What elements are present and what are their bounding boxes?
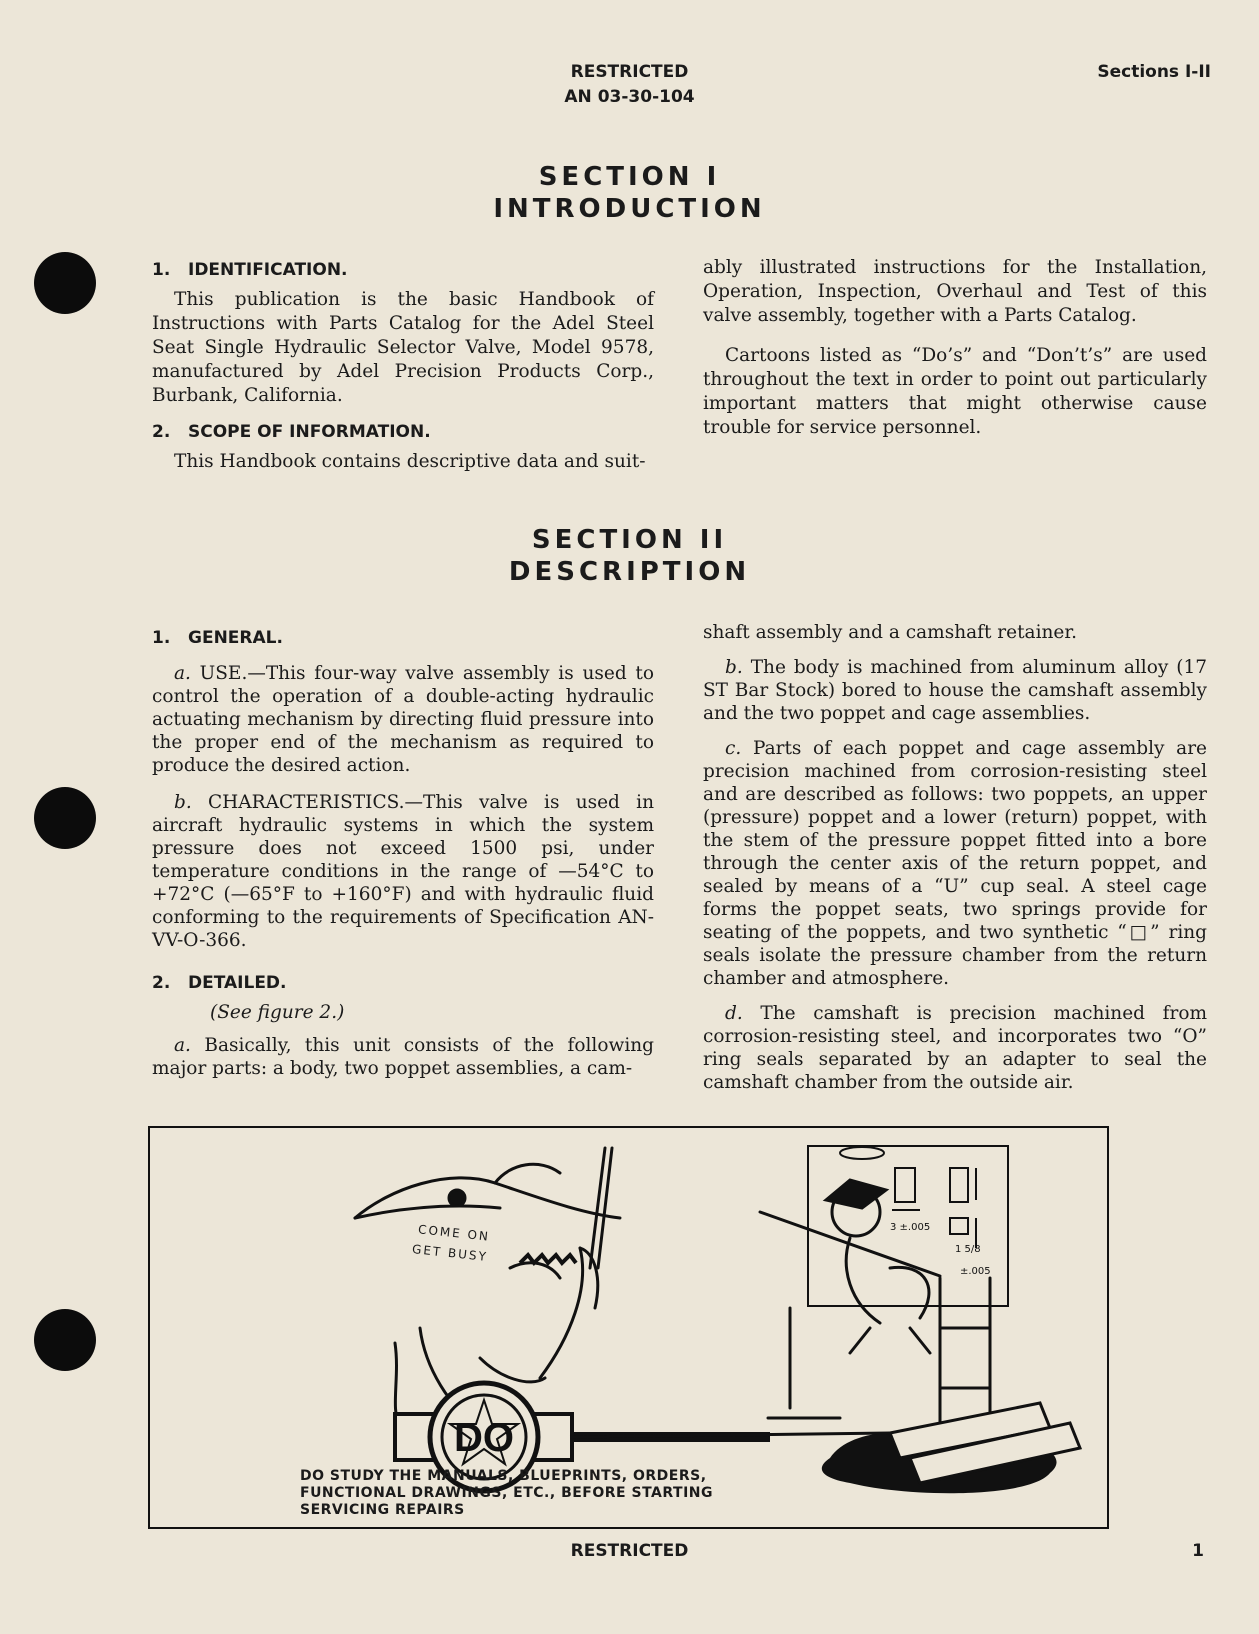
detailed-c-paragraph: c. Parts of each poppet and cage assembly are precision machined from corrosion-resisting steel and are described as follows: two poppets, an upper (pressure) poppet and a lower (return) poppet, with the stem of the pressure poppet fitted into a bore through the center axis of the return poppet, and sealed by means of a “U” cup seal. A steel cage forms the poppet seats, two springs provide for seating of the poppets, and two synthetic “□” ring seals isolate the pressure chamber from the return chamber and atmosphere. bbox=[703, 738, 1207, 989]
do-cartoon-figure bbox=[148, 1126, 1109, 1529]
identification-text: This publication is the basic Handbook of Instructions with Parts Catalog for the Adel Steel Seat Single Hydraulic Selector Valve, Model 9578, manufactured by Adel Precision Products Corp., Burbank, California. bbox=[152, 289, 654, 406]
scope-heading: 2. SCOPE OF INFORMATION. bbox=[152, 422, 431, 442]
section-1-left-column bbox=[152, 258, 654, 474]
header-doc-number: AN 03-30-104 bbox=[564, 87, 695, 107]
dimension-label-1: 3 ±.005 bbox=[890, 1222, 931, 1233]
detailed-a-paragraph: a. Basically, this unit consists of the following major parts: a body, two poppet assemblies, a cam- bbox=[152, 1035, 654, 1079]
cartoons-text: Cartoons listed as “Do’s” and “Don’t’s” are used throughout the text in order to point out particularly important matters that might otherwise cause trouble for service personnel. bbox=[703, 345, 1207, 438]
speech-line-2: GET BUSY bbox=[411, 1242, 489, 1264]
general-heading: 1. GENERAL. bbox=[152, 628, 283, 648]
section-2-left-column bbox=[152, 627, 654, 1080]
characteristics-paragraph: b. CHARACTERISTICS.—This valve is used in aircraft hydraulic systems in which the system pressure does not exceed 1500 psi, under temperature conditions in the range of —54°C to +72°C (—65°F to +160°F) and with hydraulic fluid conforming to the requirements of Specification AN-VV-O-366. bbox=[152, 792, 654, 951]
detailed-d-paragraph: d. The camshaft is precision machined from corrosion-resisting steel, and incorporates two “O” ring seals separated by an adapter to seal the camshaft chamber from the outside air. bbox=[703, 1003, 1207, 1093]
footer-classification: RESTRICTED bbox=[570, 1541, 689, 1561]
figure-caption: DO STUDY THE MANUALS, BLUEPRINTS, ORDERS, FUNCTIONAL DRAWINGS, ETC., BEFORE STARTING SERVICING REPAIRS bbox=[300, 1468, 713, 1518]
scope-text-continued: ably illustrated instructions for the Installation, Operation, Inspection, Overhaul and Test of this valve assembly, together with a Parts Catalog. bbox=[703, 257, 1207, 326]
header-sections: Sections I-II bbox=[1097, 62, 1211, 82]
identification-heading: 1. IDENTIFICATION. bbox=[152, 260, 348, 280]
binder-hole-bottom bbox=[34, 1309, 96, 1371]
binder-hole-top bbox=[34, 252, 96, 314]
detailed-heading: 2. DETAILED. bbox=[152, 973, 287, 993]
page-number: 1 bbox=[1192, 1541, 1204, 1561]
use-paragraph: a. USE.—This four-way valve assembly is used to control the operation of a double-acting hydraulic actuating mechanism by directing fluid pressure into the proper end of the mechanism as required to produce the desired action. bbox=[152, 663, 654, 776]
binder-hole-middle bbox=[34, 787, 96, 849]
header-classification: RESTRICTED bbox=[570, 62, 689, 82]
worker-drawing bbox=[760, 1180, 990, 1458]
detailed-b-paragraph: b. The body is machined from aluminum alloy (17 ST Bar Stock) bored to house the camshaft assembly and the two poppet and cage assemblies. bbox=[703, 657, 1207, 724]
section-2-right-column bbox=[703, 621, 1207, 1094]
scope-text-start: This Handbook contains descriptive data and suit- bbox=[174, 451, 646, 472]
dimension-label-3: ±.005 bbox=[960, 1266, 991, 1277]
section-1-number: SECTION I bbox=[538, 162, 721, 192]
do-badge-label: DO bbox=[454, 1416, 514, 1460]
section-2-number: SECTION II bbox=[531, 525, 728, 555]
section-1-title: INTRODUCTION bbox=[493, 194, 766, 224]
dimension-label-2: 1 5/8 bbox=[955, 1244, 981, 1255]
see-figure-note: (See figure 2.) bbox=[210, 1002, 345, 1023]
section-2-title: DESCRIPTION bbox=[508, 557, 751, 587]
section-1-right-column bbox=[703, 256, 1207, 440]
speech-line-1: COME ON bbox=[417, 1222, 491, 1244]
detailed-a-continued: shaft assembly and a camshaft retainer. bbox=[703, 622, 1078, 643]
